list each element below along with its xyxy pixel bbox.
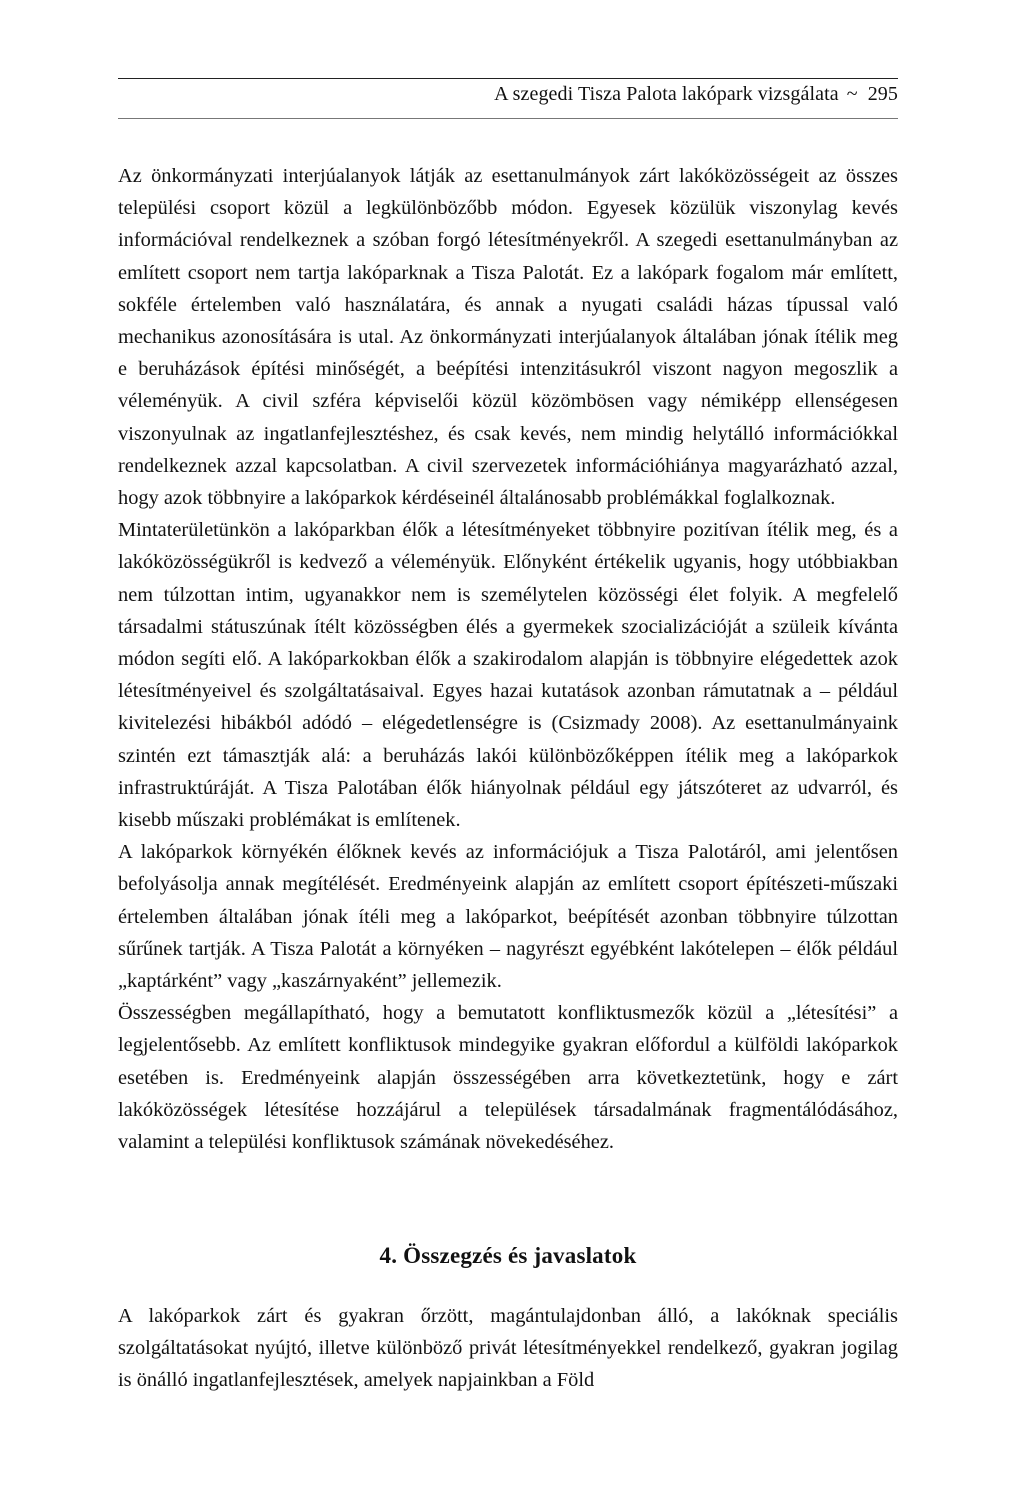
running-header (118, 78, 898, 109)
paragraph-3: A lakóparkok környékén élőknek kevés az információjuk a Tisza Palotáról, ami jelentősen befolyásolja annak megítélését. Eredményeink alapján az említett csoport építészeti-műszaki értelemben általában jónak ítéli meg a lakóparkot, beépítését azonban többnyire túlzottan sűrűnek tartják. A Tisza Palotát a környéken – nagyrészt egyébként lakótelepen – élők például „kaptárként” vagy „kaszárnyaként” jellemezik. (118, 841, 898, 993)
paragraph-2: Mintaterületünkön a lakóparkban élők a létesítményeket többnyire pozitívan ítélik meg, és a lakóközösségükről is kedvező a véleményük. Előnyként értékelik ugyanis, hogy utóbbiakban nem túlzottan intim, ugyanakkor nem is személytelen közösségi élet folyik. A megfelelő társadalmi státuszúnak ítélt közösségben élés a gyermekek szocializációját a szüleik kívánta módon segíti elő. A lakóparkokban élők a szakirodalom alapján is többnyire elégedettek azok létesítményeivel és szolgáltatásaival. Egyes hazai kutatások azonban rámutatnak a – például kivitelezési hibákból adódó – elégedetlenségre is (Csizmady 2008). Az esettanulmányaink szintén ezt támasztják alá: a beruházás lakói különbözőképpen ítélik meg a lakóparkok infrastruktúráját. A Tisza Palotában élők hiányolnak például egy játszóteret az udvarról, és kisebb műszaki problémákat is említenek. (118, 519, 898, 832)
header-line (494, 83, 898, 106)
header-separator: ~ (846, 83, 858, 105)
section-body (118, 1300, 898, 1397)
paragraph-1: Az önkormányzati interjúalanyok látják az esettanulmányok zárt lakóközösségeit az összes települési csoport közül a legkülönbözőbb módon. Egyesek közülük viszonylag kevés információval rendelkeznek a szóban forgó létesítményekről. A szegedi esettanulmányban az említett csoport nem tartja lakóparknak a Tisza Palotát. Ez a lakópark fogalom már említett, sokféle értelemben való használatára, és annak a nyugati családi házas típussal való mechanikus azonosítására is utal. Az önkormányzati interjúalanyok általában jónak ítélik meg e beruházások építési minőségét, a beépítési intenzitásukról viszont nagyon megoszlik a véleményük. A civil szféra képviselői közül közömbösen vagy némiképp ellenségesen viszonyulnak az ingatlanfejlesztéshez, és csak kevés, nem mindig helytálló információkkal rendelkeznek azzal kapcsolatban. A civil szervezetek információhiánya magyarázható azzal, hogy azok többnyire a lakóparkok kérdéseinél általánosabb problémákkal foglalkoznak. (118, 165, 898, 510)
header-rule (118, 118, 898, 119)
running-title: A szegedi Tisza Palota lakópark vizsgálata (494, 83, 839, 105)
body-text (118, 160, 898, 1158)
section-paragraph: A lakóparkok zárt és gyakran őrzött, magántulajdonban álló, a lakóknak speciális szolgáltatásokat nyújtó, illetve különböző privát létesítményekkel rendelkező, gyakran jogilag is önálló ingatlanfejlesztések, amelyek napjainkban a Föld (118, 1305, 898, 1392)
page-number: 295 (867, 83, 898, 105)
section-heading: 4. Összegzés és javaslatok (379, 1243, 637, 1268)
paragraph-4: Összességben megállapítható, hogy a bemutatott konfliktusmezők közül a „létesítési” a legjelentősebb. Az említett konfliktusok mindegyike gyakran előfordul a külföldi lakóparkok esetében is. Eredményeink alapján összességében arra következtetünk, hogy e zárt lakóközösségek létesítése hozzájárul a települések társadalmának fragmentálódásához, valamint a települési konfliktusok számának növekedéséhez. (118, 1002, 898, 1154)
